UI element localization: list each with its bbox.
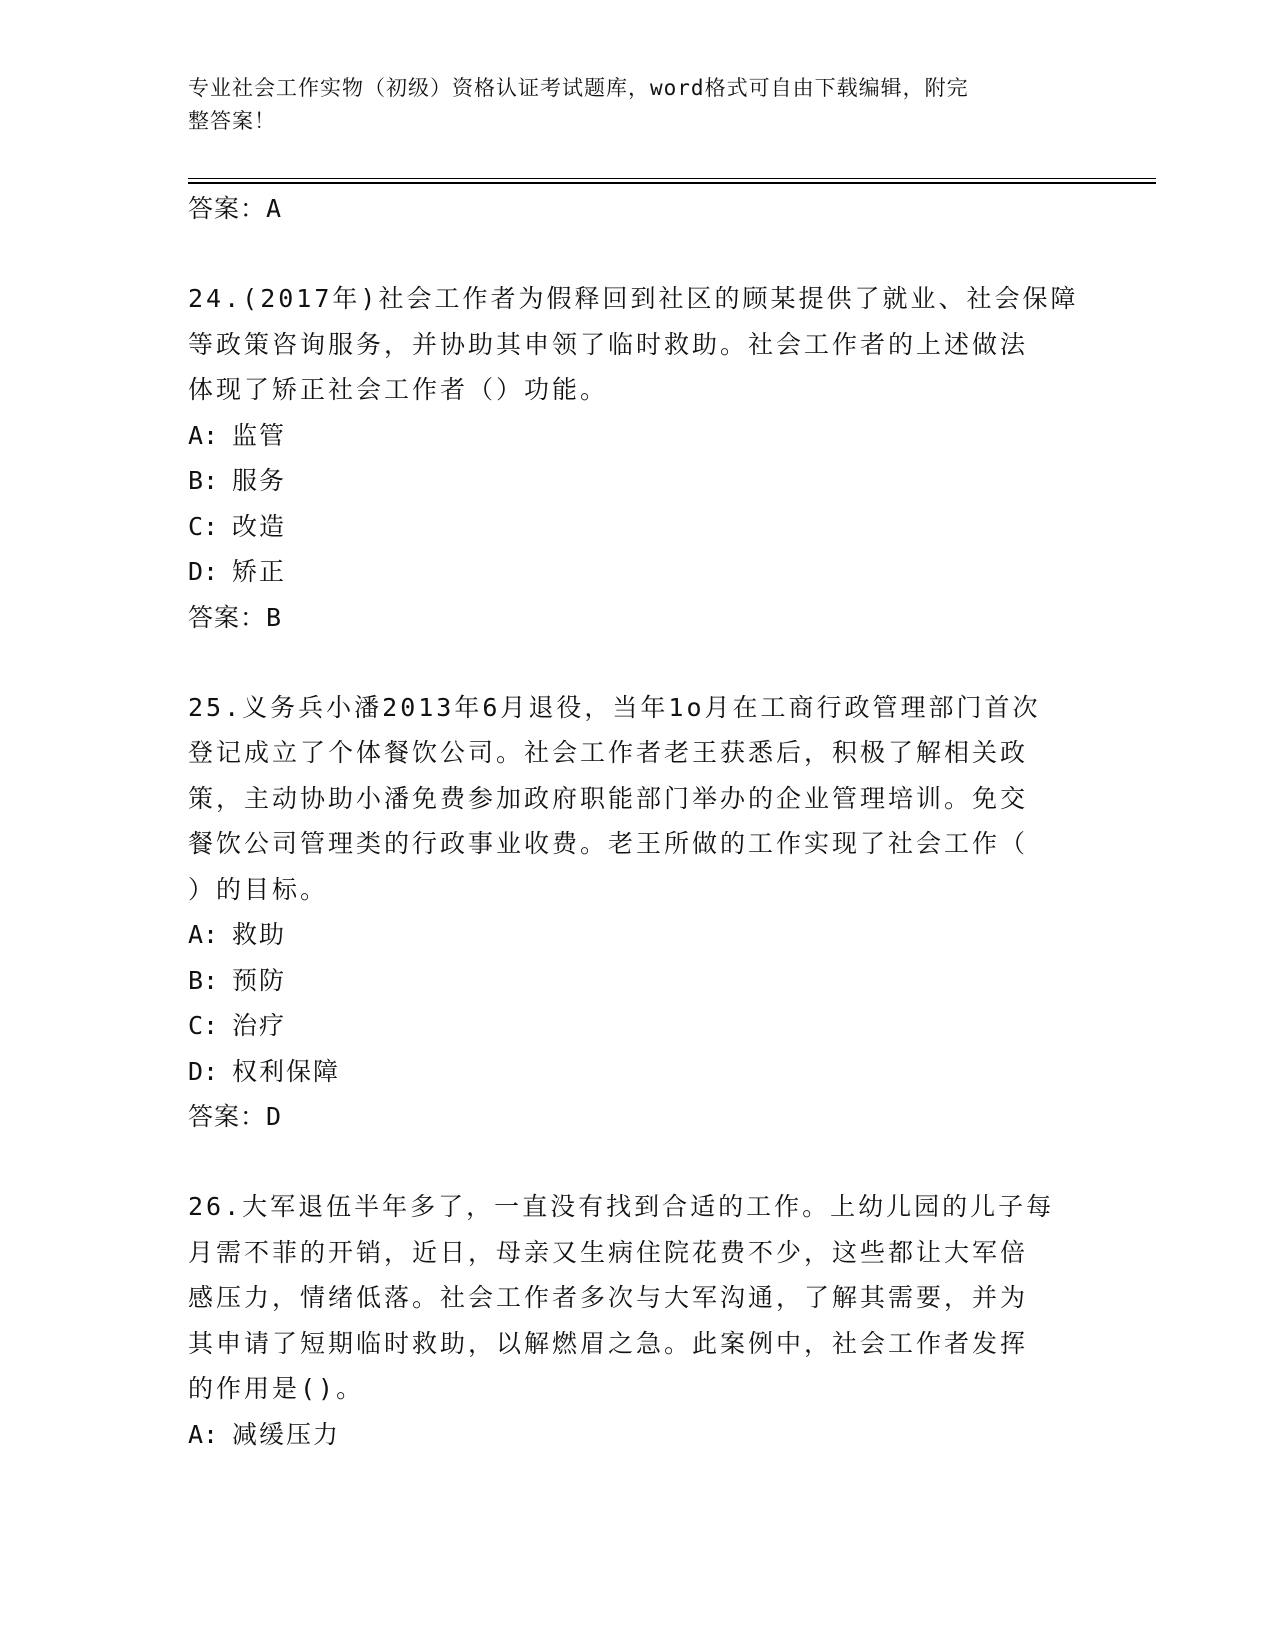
answer-line: 答案：B	[188, 602, 283, 632]
option-text: 权利保障	[232, 1056, 341, 1086]
question-line: 25.义务兵小潘2013年6月退役，当年1o月在工商行政管理部门首次	[188, 692, 1041, 722]
option-letter: A:	[188, 1419, 219, 1449]
spacer	[188, 1139, 1088, 1184]
question-block	[188, 1184, 1088, 1457]
answer-line: 答案：A	[188, 194, 283, 223]
option-letter: A:	[188, 920, 219, 949]
option-text: 治疗	[232, 1011, 287, 1040]
option-letter: D:	[188, 557, 219, 586]
option-text: 监管	[232, 420, 287, 450]
option-letter: B:	[188, 965, 219, 995]
answer-line: 答案：D	[188, 1102, 283, 1131]
option-a	[188, 912, 1088, 958]
header-divider-thin	[188, 178, 1156, 179]
option-c	[188, 504, 1088, 550]
question-line: 策，主动协助小潘免费参加政府职能部门举办的企业管理培训。免交	[188, 783, 1029, 813]
question-line: 24.(2017年)社会工作者为假释回到社区的顾某提供了就业、社会保障	[188, 284, 1079, 313]
option-b	[188, 458, 1088, 504]
option-b	[188, 958, 1088, 1004]
page-header	[188, 72, 1068, 138]
question-line: 26.大军退伍半年多了，一直没有找到合适的工作。上幼儿园的儿子每	[188, 1192, 1055, 1221]
option-d	[188, 549, 1088, 595]
option-text: 矫正	[232, 557, 287, 586]
question-line: 等政策咨询服务，并协助其申领了临时救助。社会工作者的上述做法	[188, 329, 1029, 359]
option-letter: B:	[188, 466, 219, 495]
question-line: 餐饮公司管理类的行政事业收费。老王所做的工作实现了社会工作（	[188, 829, 1029, 858]
option-a	[188, 413, 1088, 459]
question-list	[188, 186, 1088, 1457]
option-text: 服务	[232, 466, 287, 495]
question-line: 的作用是()。	[188, 1374, 365, 1403]
option-c	[188, 1003, 1088, 1049]
question-line: 感压力，情绪低落。社会工作者多次与大军沟通，了解其需要，并为	[188, 1283, 1029, 1312]
option-letter: C:	[188, 511, 219, 541]
option-text: 预防	[232, 965, 287, 995]
option-a	[188, 1412, 1088, 1458]
option-letter: A:	[188, 420, 219, 450]
option-text: 减缓压力	[232, 1419, 341, 1449]
question-block	[188, 685, 1088, 1140]
question-line: 其申请了短期临时救助，以解燃眉之急。此案例中，社会工作者发挥	[188, 1328, 1029, 1358]
question-line: 登记成立了个体餐饮公司。社会工作者老王获悉后，积极了解相关政	[188, 738, 1029, 767]
header-divider-thick	[188, 182, 1156, 184]
question-line: ）的目标。	[188, 874, 329, 904]
spacer	[188, 231, 1088, 276]
question-line: 月需不菲的开销，近日，母亲又生病住院花费不少，这些都让大军倍	[188, 1237, 1029, 1267]
option-d	[188, 1049, 1088, 1095]
option-text: 救助	[232, 920, 287, 949]
option-letter: D:	[188, 1056, 219, 1086]
option-letter: C:	[188, 1011, 219, 1040]
question-line: 体现了矫正社会工作者（）功能。	[188, 375, 609, 404]
question-block	[188, 276, 1088, 640]
header-line-1: 专业社会工作实物（初级）资格认证考试题库，word格式可自由下载编辑，附完	[188, 76, 969, 100]
spacer	[188, 640, 1088, 685]
header-line-2: 整答案！	[188, 109, 276, 133]
option-text: 改造	[232, 511, 287, 541]
